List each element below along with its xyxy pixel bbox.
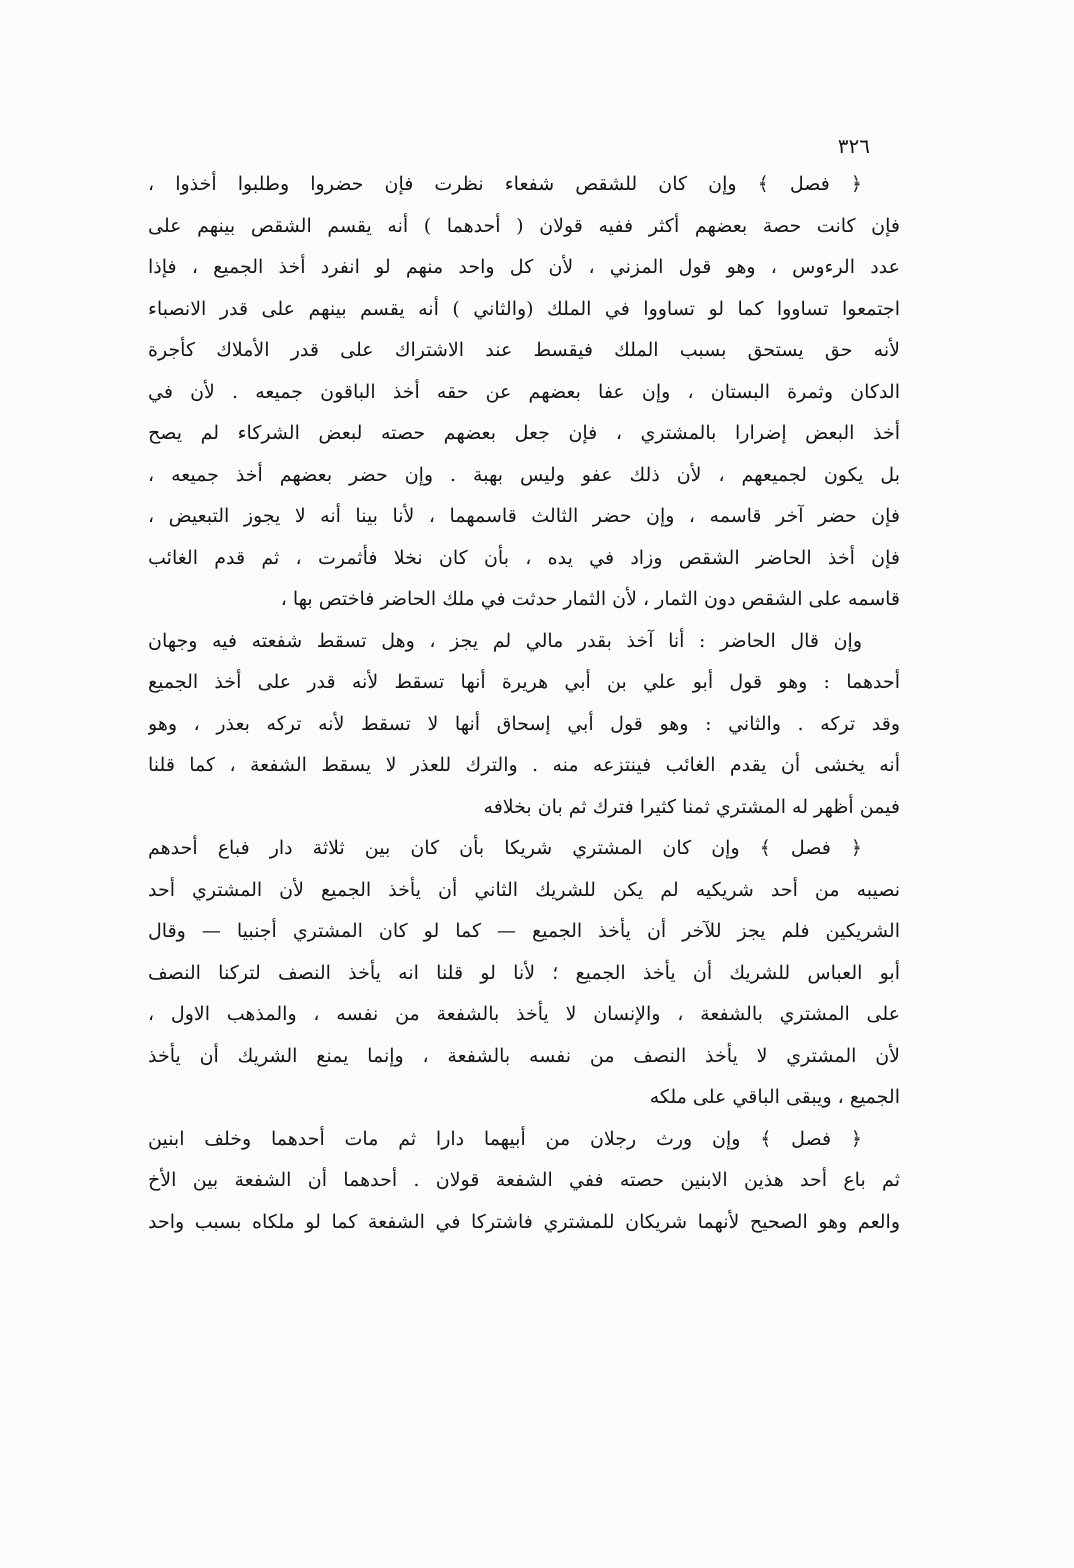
text-line: فإن كانت حصة بعضهم أكثر ففيه قولان ( أحدهما ) أنه يقسم الشقص بينهم على xyxy=(148,214,900,237)
page-number: ٣٢٦ xyxy=(837,134,870,158)
text-line: فإن أخذ الحاضر الشقص وزاد في يده ، بأن كان نخلا فأثمرت ، ثم قدم الغائب xyxy=(148,546,900,569)
text-line: الجميع ، ويبقى الباقي على ملكه xyxy=(649,1086,900,1108)
text-line: أخذ البعض إضرارا بالمشتري ، فإن جعل بعضهم حصته لبعض الشركاء لم يصح xyxy=(148,422,900,444)
text-line: اجتمعوا تساووا كما لو تساووا في الملك (والثاني ) أنه يقسم بينهم على قدر الانصباء xyxy=(148,297,900,320)
text-line: الدكان وثمرة البستان ، وإن عفا بعضهم عن حقه أخذ الباقون جميعه . لأن في xyxy=(148,380,900,403)
text-line: فيمن أظهر له المشتري ثمنا كثيرا فترك ثم بان بخلافه xyxy=(483,795,900,818)
text-line: لأنه حق يستحق بسبب الملك فيقسط عند الاشتراك على قدر الأملاك كأجرة xyxy=(148,339,900,361)
text-line: أحدهما : وهو قول أبو علي بن أبي هريرة أنها تسقط لأنه قدر على أخذ الجميع xyxy=(148,671,900,693)
text-line: قاسمه على الشقص دون الثمار ، لأن الثمار حدثت في ملك الحاضر فاختص بها ، xyxy=(280,588,900,610)
body-text xyxy=(148,164,900,1243)
text-line: ثم باع أحد هذين الابنين حصته ففي الشفعة قولان . أحدهما أن الشفعة بين الأخ xyxy=(148,1169,900,1191)
text-line: أنه يخشى أن يقدم الغائب فينتزعه منه . والترك للعذر لا يسقط الشفعة ، كما قلنا xyxy=(148,754,900,776)
text-line: على المشتري بالشفعة ، والإنسان لا يأخذ بالشفعة من نفسه ، والمذهب الاول ، xyxy=(148,1003,900,1025)
text-line: عدد الرءوس ، وهو قول المزني ، لأن كل واحد منهم لو انفرد أخذ الجميع ، فإذا xyxy=(148,256,900,278)
text-line: الشريكين فلم يجز للآخر أن يأخذ الجميع — كما لو كان المشتري أجنبيا — وقال xyxy=(148,920,900,942)
text-line: لأن المشتري لا يأخذ النصف من نفسه بالشفعة ، وإنما يمنع الشريك أن يأخذ xyxy=(148,1044,900,1067)
text-line: والعم وهو الصحيح لأنهما شريكان للمشتري فاشتركا في الشفعة كما لو ملكاه بسبب واحد xyxy=(148,1210,900,1233)
text-line: نصيبه من أحد شريكيه لم يكن للشريك الثاني أن يأخذ الجميع لأن المشتري أحد xyxy=(148,878,900,901)
text-line: وقد تركه . والثاني : وهو قول أبي إسحاق أنها لا تسقط لأنه تركه بعذر ، وهو xyxy=(148,712,900,735)
text-line: ﴿ فصل ﴾ وإن كان المشتري شريكا بأن كان بين ثلاثة دار فباع أحدهم xyxy=(148,837,862,859)
text-line: فإن حضر آخر قاسمه ، وإن حضر الثالث قاسمهما ، لأنا بينا أنه لا يجوز التبعيض ، xyxy=(148,505,900,527)
text-line: وإن قال الحاضر : أنا آخذ بقدر مالي لم يجز ، وهل تسقط شفعته فيه وجهان xyxy=(148,629,862,652)
text-line: ﴿ فصل ﴾ وإن ورث رجلان من أبيهما دارا ثم مات أحدهما وخلف ابنين xyxy=(148,1127,862,1150)
text-line: ﴿ فصل ﴾ وإن كان للشقص شفعاء نظرت فإن حضروا وطلبوا أخذوا ، xyxy=(148,173,862,195)
text-line: أبو العباس للشريك أن يأخذ الجميع ؛ لأنا لو قلنا انه يأخذ النصف لتركنا النصف xyxy=(148,961,900,984)
text-line: بل يكون لجميعهم ، لأن ذلك عفو وليس بهبة . وإن حضر بعضهم أخذ جميعه ، xyxy=(148,463,900,486)
